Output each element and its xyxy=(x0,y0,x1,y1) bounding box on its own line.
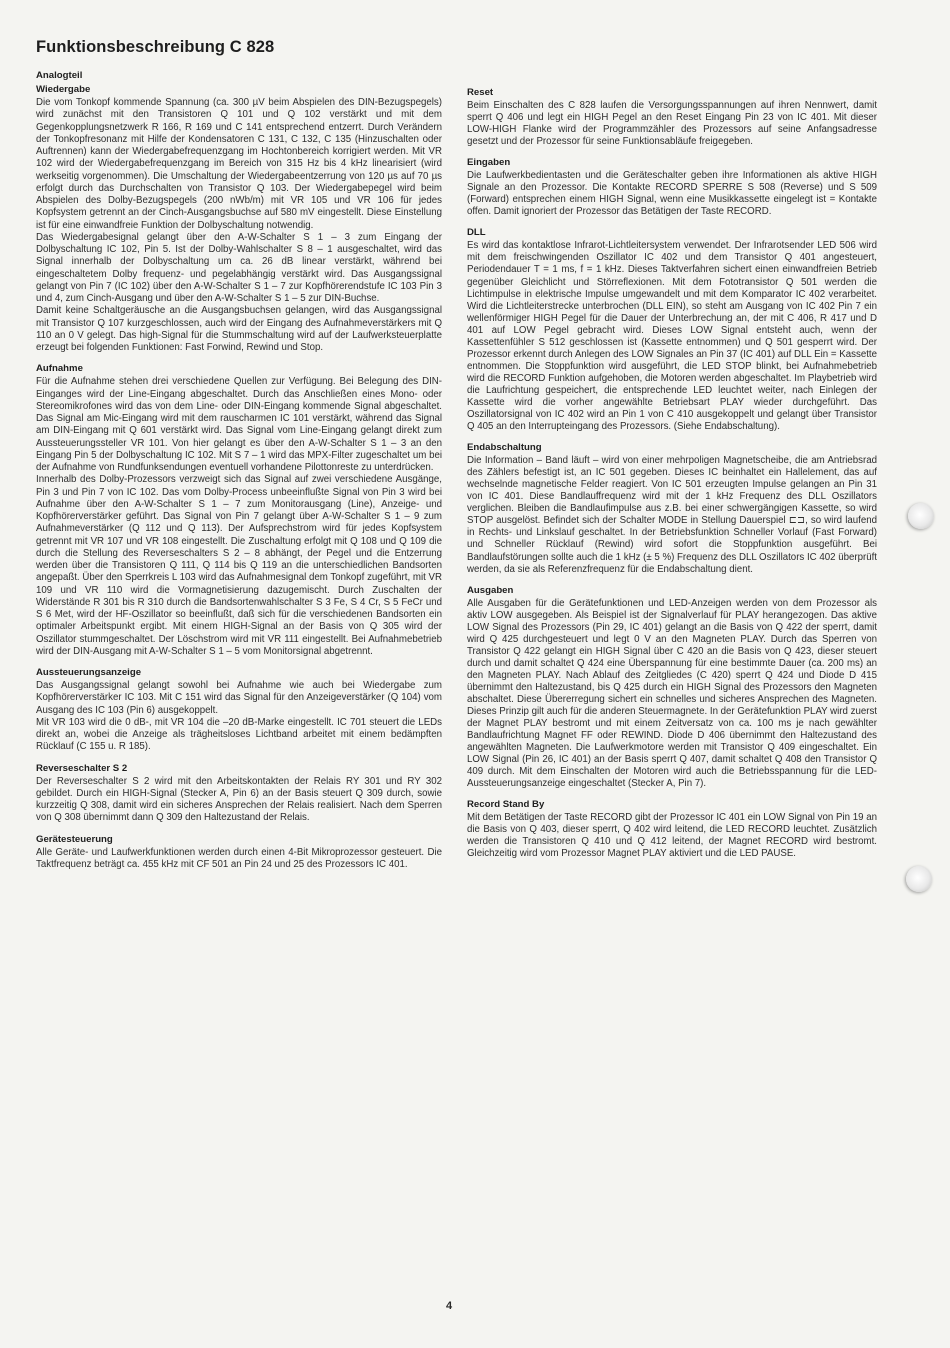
paragraph: Es wird das kontaktlose Infrarot-Lichtleitersystem verwendet. Der Infrarotsender LED 506 wird mit dem freischwingenden Oszillator IC 402 und dem Transistor Q 401 angesteuert, Periodendauer T = 1 ms, f = 1 kHz. Dieses Taktverfahren sichert einen einwandfreien Betrieb gegenüber Gleichlicht und Störreflexionen. Mit dem Fototransistor Q 501 werden die Lichtimpulse in elektrische Impulse umgewandelt und mit dem Komparator IC 402 verarbeitet. Wird die Lichtleiterstrecke unterbrochen (DLL EIN), so steht am Ausgang von IC 402 Pin 7 ein wellenförmiger HIGH Pegel für die Dauer der Unterbrechung an, der mit C 406, R 417 und D 401 auf LOW Pegel gebracht wird. Dieses LOW Signal entsteht auch, wenn der Kassettenfühler S 512 geschlossen ist (Kassette entnommen) und Q 501 gesperrt wird. Der Prozessor erkennt durch Anlegen des LOW Signales an Pin 37 (IC 401) auf DLL Ein = Kassette entnommen. Die Stoppfunktion wird ausgeführt, die LED STOP blinkt, bei Aufnahmebetrieb wird die RECORD Funktion aufgehoben, die Motoren werden abgeschaltet. Im Playbetrieb wird die Laufrichtung gespeichert, die entsprechende LED leuchtet weiter, nach Einlegen der Kassette wird die vorher angewählte Betriebsart PLAY wieder durchgeführt. Das Oszillatorsignal von IC 402 wird an Pin 1 von C 410 ausgekoppelt und gelangt über Transistor Q 405 an den Interrupteingang des Prozessors. (Siehe Endabschaltung). xyxy=(467,240,877,433)
paragraph: Der Reverseschalter S 2 wird mit den Arbeitskontakten der Relais RY 301 und RY 302 gebildet. Durch ein HIGH-Signal (Stecker A, Pin 6) an der Basis steuert Q 309 durch, sowie kurzzeitig Q 308, damit wird ein sicheres Ansprechen der Relais realisiert. Nach dem Sperren von Q 308 übernimmt dann Q 309 den Haltezustand der Relais. xyxy=(36,775,442,824)
heading-ausgaben: Ausgaben xyxy=(467,584,514,596)
paragraph: Innerhalb des Dolby-Prozessors verzweigt sich das Signal auf zwei verschiedene Ausgänge, Pin 3 und Pin 7 von IC 102. Das vom Dolby-Process unbeeinflußte Signal von Pin 3 wird bei Aufnahme über den A-W-Schalter S 1 – 7 zum Monitorausgang (Line), Anzeige- und Kopfhörerverstärker geführt. Das Signal von Pin 7 gelangt über A-W-Schalter S 1 – 9 zum Aufnahmeverstärker (Q 112 und Q 113). Der Aufsprechstrom wird für jedes Kopfsystem getrennt mit VR 107 und VR 108 eingestellt. Die Zuschaltung erfolgt mit Q 108 und Q 109 die durch die Stellung des Reverseschalters S 2 – 8 abhängt, der Pegel und die Entzerrung werden über die Transistoren Q 111, Q 114 bis Q 119 an die unterschiedlichen Bandsorten angepaßt. Über den Sperrkreis L 103 wird das Aufnahmesignal dem Tonkopf zugeführt, mit VR 109 und VR 110 wird die Vormagnetisierung dazugemischt. Durch Zuschalten der Widerstände R 301 bis R 310 durch die Bandsortenwahlschalter S 3 Fe, S 4 Cr, S 5 FeCr und S 6 Met, wird der HF-Oszillator so beeinflußt, daß sich für die verschiedenen Bandsorten ein optimaler Arbeitspunkt ergibt. Mit einem HIGH-Signal an der Basis von Q 305 wird der Oszillator stummgeschaltet. Der Löschstrom wird mit VR 111 eingestellt. Bei Aufnahmebetrieb wird der DIN-Ausgang mit A-W-Schalter S 1 – 5 vom Monitorsignal abgetrennt. xyxy=(36,474,442,657)
punch-hole-bottom xyxy=(906,866,932,892)
section-reverseschalter xyxy=(36,763,442,825)
heading-dll: DLL xyxy=(467,227,486,239)
heading-geraetesteuerung: Gerätesteuerung xyxy=(36,833,113,845)
heading-reset: Reset xyxy=(467,87,494,98)
punch-hole-top xyxy=(908,503,934,529)
heading-aussteuerungsanzeige: Aussteuerungsanzeige xyxy=(36,667,142,678)
section-aussteuerungsanzeige xyxy=(36,667,442,754)
paragraph: Mit VR 103 wird die 0 dB-, mit VR 104 die –20 dB-Marke eingestellt. IC 701 steuert die LEDs direkt an, wobei die Anzeige als trägheitsloses Lichtband arbeitet mit einem bedämpften Rücklauf (C 155 u. R 185). xyxy=(36,716,442,753)
section-aufnahme xyxy=(36,363,442,658)
heading-eingaben: Eingaben xyxy=(467,157,511,169)
paragraph: Beim Einschalten des C 828 laufen die Versorgungsspannungen auf ihren Nennwert, damit sperrt Q 406 und legt ein HIGH Pegel an den Reset Eingang Pin 23 von IC 401. Mit dieser LOW-HIGH Flanke wird der Programmzähler des Prozessors auf seine Anfangsadresse gesetzt und der Prozessor für seine Funktionsabläufe freigegeben. xyxy=(467,100,877,148)
heading-endabschaltung: Endabschaltung xyxy=(467,442,542,454)
section-reset xyxy=(467,87,877,148)
section-record-standby xyxy=(467,799,877,860)
section-endabschaltung xyxy=(467,442,877,575)
paragraph: Die Laufwerkbedientasten und die Geräteschalter geben ihre Informationen als aktive HIGH Signale an den Prozessor. Die Kontakte RECORD SPERRE S 508 (Reverse) und S 509 (Forward) entsprechen einem HIGH Signal, wenn eine Musikkassette eingelegt ist = Kontakte offen. Damit ignoriert der Prozessor das Betätigen der Taste RECORD. xyxy=(467,170,877,218)
page-number: 4 xyxy=(446,1300,453,1312)
heading-record-standby: Record Stand By xyxy=(467,799,545,811)
paragraph: Die vom Tonkopf kommende Spannung (ca. 300 µV beim Abspielen des DIN-Bezugspegels) wird zunächst mit den Transistoren Q 101 und Q 102 verstärkt und mit dem Gegenkopplungsnetzwerk R 166, R 169 und C 141 entsprechend entzerrt. Durch Verändern der Tonkopfresonanz mit Hilfe der Kondensatoren C 131, C 132, C 135 (Hinzuschalten oder Auftrennen) kann der Wiedergabefrequenzgang im Hochtonbereich korrigiert werden. Mit VR 102 wird der Wiedergabefrequenzgang im Bereich von 315 Hz bis 4 kHz linearisiert (wird werkseitig vorgenommen). Die Umschaltung der Wiedergabeentzerrung von 120 µs auf 70 µs erfolgt durch das Durchschalten von Transistor Q 103. Der Wiedergabepegel wird beim Abspielen des Dolby-Bezugspegels (200 nWb/m) mit VR 105 und VR 106 für jedes Kopfsystem getrennt an der Cinch-Ausgangsbuchse auf 580 mV eingestellt. Diese Einstellung ist für eine einwandfreie Funktion der Dolbyschaltung notwendig. xyxy=(36,97,442,231)
paragraph: Das Wiedergabesignal gelangt über den A-W-Schalter S 1 – 3 zum Eingang der Dolbyschaltung IC 102, Pin 5. Ist der Dolby-Wahlschalter S 8 – 1 ausgeschaltet, wird das Signal innerhalb der Dolbyschaltung um ca. 26 dB linear verstärkt, während bei eingeschaltetem Dolby frequenz- und pegelabhängig verstärkt wird. Das Ausgangssignal gelangt von Pin 7 (IC 102) über den A-W-Schalter S 1 – 7 zur Kopfhörerendstufe IC 103 Pin 3 und 4, zum Cinch-Ausgang und über den A-W-Schalter S 1 – 5 zur DIN-Buchse. xyxy=(36,231,442,304)
right-column xyxy=(467,87,877,870)
section-dll xyxy=(467,227,877,433)
heading-reverseschalter: Reverseschalter S 2 xyxy=(36,762,128,774)
paragraph: Alle Ausgaben für die Gerätefunktionen und LED-Anzeigen werden von dem Prozessor als aktiv LOW ausgegeben. Als Beispiel ist der Signalverlauf für PLAY herangezogen. Das aktive LOW Signal des Prozessors (Pin 29, IC 401) gelangt an die Basis von Q 422 der sperrt, damit wird Q 425 durchgesteuert und legt 0 V an den Magneten PLAY. Durch das Sperren von Transistor Q 422 gelangt ein HIGH Signal über C 420 an die Basis von Q 423, dieser steuert durch und damit schaltet Q 424 eine Überspannung für eine bestimmte Dauer (ca. 200 ms) an den Magneten PLAY. Nach Ablauf des Zeitgliedes (C 420) sperrt Q 424 und Diode D 415 übernimmt den Haltezustand, bis Q 425 durch ein HIGH Signal des Prozessors den Magneten abschaltet. Diese Übererregung sichert ein schnelles und sicheres Ansprechen des Magneten. Dieses Prinzip gilt auch für die anderen Steuermagnete. In der Gerätefunktion PLAY wird zuerst der Magnet PLAY bestromt und mit einem Zeitversatz von ca. 100 ms je nach gewählter Bandlaufrichtung Magnet FF oder REWIND. Diode D 406 übernimmt den Haltezustand des angewählten Magneten. Die Laufwerkmotore werden mit Transistor Q 409 eingeschaltet. Ein LOW Signal (Pin 26, IC 401) an der Basis sperrt Q 407, damit schaltet Q 408 den Transistor Q 409 durch. Mit dem Einschalten der Motoren wird auch die Betriebsspannung für die LED-Aussteuerungsanzeige eingeschaltet (Stecker A, Pin 7). xyxy=(467,597,877,790)
section-eingaben xyxy=(467,157,877,218)
section-geraetesteuerung xyxy=(36,834,442,872)
paragraph: Für die Aufnahme stehen drei verschiedene Quellen zur Verfügung. Bei Belegung des DIN-Einganges wird der Line-Eingang abgeschaltet. Durch das Anschließen eines Mono- oder Stereomikrofones wird das von dem Line- oder DIN-Eingang kommende Signal abgeschaltet. Das Signal am Mic-Eingang wird mit dem rauscharmen IC 101 verstärkt, während das Signal am DIN-Eingang mit Q 601 verstärkt wird. Das Signal vom Line-Eingang gelangt direkt zum Aussteuerungssteller VR 101. Von hier gelangt es über den A-W-Schalter S 1 – 3 an den Eingang Pin 5 der Dolbyschaltung IC 102. Mit S 7 – 1 wird das MPX-Filter zugeschaltet um bei der Aufnahme von Rundfunksendungen eventuell vorhandene Pilottonreste zu unterdrücken. xyxy=(36,376,442,473)
section-ausgaben xyxy=(467,585,877,791)
paragraph: Alle Geräte- und Laufwerkfunktionen werden durch einen 4-Bit Mikroprozessor gesteuert. Die Taktfrequenz beträgt ca. 455 kHz mit CF 501 an Pin 24 und 25 des Prozessors IC 401. xyxy=(36,846,442,870)
heading-aufnahme: Aufnahme xyxy=(36,363,83,375)
section-wiedergabe xyxy=(36,84,442,354)
page-title: Funktionsbeschreibung C 828 xyxy=(36,38,275,56)
paragraph: Damit keine Schaltgeräusche an die Ausgangsbuchsen gelangen, wird das Ausgangssignal mit Transistor Q 107 kurzgeschlossen, auch wird der Eingang des Aufnahmeverstärkers mit Q 110 an 0 V gelegt. Das high-Signal für die Stummschaltung wird auf der Laufwerksteuerplatte erzeugt bei folgenden Funktionen: Fast Forwind, Rewind und Stop. xyxy=(36,305,442,353)
left-column xyxy=(36,70,442,880)
paragraph: Das Ausgangssignal gelangt sowohl bei Aufnahme wie auch bei Wiedergabe zum Kopfhörerverstärker IC 103. Mit C 151 wird das Signal für den Anzeigeverstärker (Q 104) vom Ausgang des IC 103 (Pin 6) ausgekoppelt. xyxy=(36,680,442,716)
paragraph: Mit dem Betätigen der Taste RECORD gibt der Prozessor IC 401 ein LOW Signal von Pin 19 an die Basis von Q 403, dieser sperrt, Q 402 wird leitend, die LED RECORD leuchtet. Zusätzlich werden die Transistoren Q 410 und Q 412 leitend, der Magnet RECORD wird bestromt. Gleichzeitig wird vom Prozessor Magnet PLAY aktiviert und die LED PAUSE. xyxy=(467,812,877,860)
paragraph: Die Information – Band läuft – wird von einer mehrpoligen Magnetscheibe, die am Antriebsrad des Zählers befestigt ist, an IC 501 gegeben. Dieses IC beinhaltet ein Hallelement, das auf wechselnde magnetische Felder reagiert. Von IC 501 erzeugten Impulse gelangen an Pin 31 von IC 401. Diese Bandlauffrequenz wird mit der 1 kHz Frequenz des DLL Oszillators verglichen. Bleiben die Bandlaufimpulse aus z.B. bei einer schwergängigen Kassette, so wird STOP ausgelöst. Befindet sich der Schalter MODE in Stellung Dauerspiel ⊏⊐, so wird laufend in Rechts- und Linkslauf geschaltet. In der Betriebsfunktion Schneller Vorlauf (Fast Forward) und Schneller Rücklauf (Rewind) wird sofort die Stoppfunktion ausgeführt. Bei Bandlaufstörungen sollte auch die 1 kHz (± 5 %) Frequenz des DLL Oszillators IC 402 überprüft werden, da sie als Referenzfrequenz für die Endabschaltung dient. xyxy=(467,455,877,575)
heading-wiedergabe: Wiedergabe xyxy=(36,84,91,95)
section-heading-analogteil: Analogteil xyxy=(36,70,83,81)
